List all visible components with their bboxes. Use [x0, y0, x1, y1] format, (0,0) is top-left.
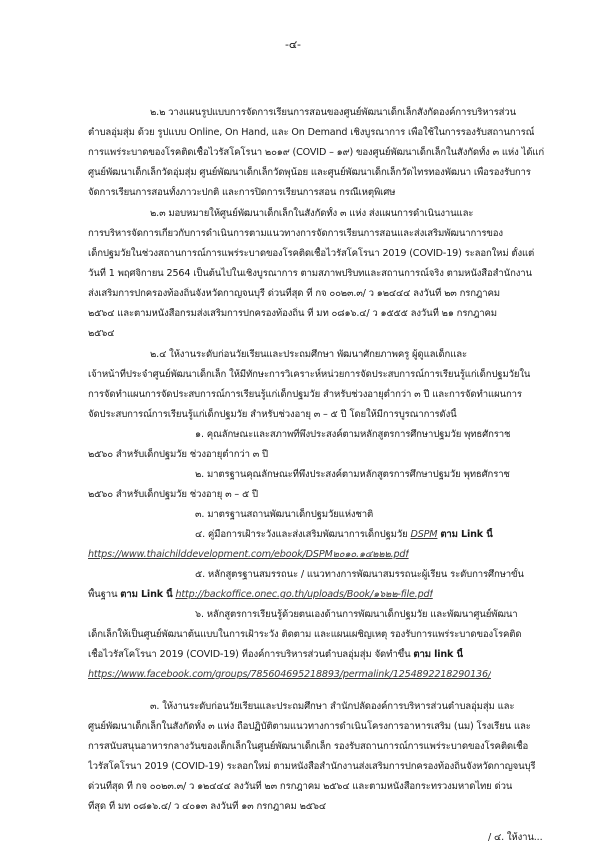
s2-2-line-4: ศูนย์พัฒนาเด็กเล็กวัดอุ่มสุ่ม ศูนย์พัฒนาเด็กเล็กวัดพุน้อย และศูนย์พัฒนาเด็กเล็กวัดไทรทองพัฒนา เพื่อรองรับการ: [88, 167, 531, 178]
s2-3-line-6: ๒๕๖๔ และตามหนังสือกรมส่งเสริมการปกครองท้องถิ่น ที่ มท ๐๘๑๖.๔/ ว ๑๕๕๕ ลงวันที่ ๒๑ กรกฎาคม: [88, 308, 497, 319]
item-5-text: พื้นฐาน: [88, 589, 118, 600]
s2-2-line-1: ๒.๒ วางแผนรูปแบบการจัดการเรียนการสอนของศูนย์พัฒนาเด็กเล็กสังกัดองค์การบริหารส่วน: [150, 107, 517, 118]
s2-3-line-2: การบริหารจัดการเกี่ยวกับการดำเนินการตามแนวทางการจัดการเรียนการสอนและส่งเสริมพัฒนาการของ: [88, 228, 503, 239]
s2-3-line-1: ๒.๓ มอบหมายให้ศูนย์พัฒนาเด็กเล็กในสังกัดทั้ง ๓ แห่ง ส่งแผนการดำเนินงานและ: [150, 208, 474, 219]
item-6-line-2: เด็กเล็กให้เป็นศูนย์พัฒนาต้นแบบในการเฝ้าระวัง ติดตาม และแผนเผชิญเหตุ รองรับการแพร่ระบาดของโรคติด: [88, 629, 522, 640]
item-4-link-label: ตาม Link นี้: [440, 529, 493, 540]
item-2-line-1: ๒. มาตรฐานคุณลักษณะที่พึงประสงค์ตามหลักสูตรการศึกษาปฐมวัย พุทธศักราช: [195, 469, 510, 480]
item-6-link-label: ตาม link นี้: [413, 649, 463, 660]
item-6-line-3: [88, 648, 463, 661]
s3-line-3: การสนับสนุนอาหารกลางวันของเด็กเล็กในศูนย์พัฒนาเด็กเล็ก รองรับสถานการณ์การแพร่ระบาดของโรคติดเชื้อ: [88, 741, 529, 752]
item-6-line-1: ๖. หลักสูตรการเรียนรู้ด้วยตนเองด้านการพัฒนาเด็กปฐมวัย และพัฒนาศูนย์พัฒนา: [195, 609, 518, 620]
item-6-text: เชื้อไวรัสโคโรนา 2019 (COVID-19) ที่องค์การบริหารส่วนตำบลอุ่มสุ่ม จัดทำขึ้น: [88, 649, 411, 660]
s2-2-line-2: ตำบลอุ่มสุ่ม ด้วย รูปแบบ Online, On Hand, และ On Demand เชิงบูรณาการ เพื่อใช้ในการรองรับสถานการณ์: [88, 127, 535, 138]
s3-line-2: ศูนย์พัฒนาเด็กเล็กในสังกัดทั้ง ๓ แห่ง ถือปฏิบัติตามแนวทางการดำเนินโครงการอาหารเสริม (นม) โรงเรียน และ: [88, 721, 531, 732]
item-5-line-1: ๕. หลักสูตรฐานสมรรถนะ / แนวทางการพัฒนาสมรรถนะผู้เรียน ระดับการศึกษาขั้น: [195, 569, 524, 580]
page-number: -๔-: [285, 38, 301, 51]
item-4-text: ๔. คู่มือการเฝ้าระวังและส่งเสริมพัฒนาการเด็กปฐมวัย: [195, 529, 408, 540]
s2-3-line-7: ๒๕๖๔: [88, 328, 115, 339]
s2-2-line-5: จัดการเรียนการสอนทั้งภาวะปกติ และการปิดการเรียนการสอน กรณีเหตุพิเศษ: [88, 187, 396, 198]
s3-line-5: ด่วนที่สุด ที่ กจ ๐๐๒๓.๓/ ว ๑๒๔๔๔ ลงวันที่ ๒๓ กรกฎาคม ๒๕๖๔ และตามหนังสือกระทรวงมหาดไทย ด่วน: [88, 781, 513, 792]
item-5-url-link[interactable]: http://backoffice.onec.go.th/uploads/Book/๑๖๒๒-file.pdf: [175, 589, 433, 600]
s2-3-line-3: เด็กปฐมวัยในช่วงสถานการณ์การแพร่ระบาดของโรคติดเชื้อไวรัสโคโรนา 2019 (COVID-19) ระลอกใหม่ ตั้งแต่: [88, 248, 535, 259]
s2-4-line-2: เจ้าหน้าที่ประจำศูนย์พัฒนาเด็กเล็ก ให้มีทักษะการวิเคราะห์หน่วยการจัดประสบการณ์การเรียนรู้แก่เด็กปฐมวัยใน: [88, 369, 531, 380]
item-4-line: [195, 528, 493, 541]
s2-3-line-5: ส่งเสริมการปกครองท้องถิ่นจังหวัดกาญจนบุรี ด่วนที่สุด ที่ กจ ๐๐๒๓.๓/ ว ๑๒๔๔๔ ลงวันที่ ๒๓ กรกฎาคม: [88, 288, 500, 299]
s2-2-line-3: การแพร่ระบาดของโรคติดเชื้อไวรัสโคโรนา ๒๐๑๙ (COVID – ๑๙) ของศูนย์พัฒนาเด็กเล็กในสังกัดทั้ง ๓ แห่ง ได้แก่: [88, 147, 544, 158]
s2-4-line-4: จัดประสบการณ์การเรียนรู้แก่เด็กปฐมวัย สำหรับช่วงอายุ ๓ – ๕ ปี โดยให้มีการบูรณาการดังนี้: [88, 409, 457, 420]
item-1-line-2: ๒๕๖๐ สำหรับเด็กปฐมวัย ช่วงอายุต่ำกว่า ๓ ปี: [88, 449, 268, 460]
s3-line-1: ๓. ให้งานระดับก่อนวัยเรียนและประถมศึกษา สำนักปลัดองค์การบริหารส่วนตำบลอุ่มสุ่ม และ: [150, 701, 515, 712]
item-4-url-link[interactable]: https://www.thaichilddevelopment.com/ebook/DSPM๒๐๑๐.๑๔๒๒๒.pdf: [88, 549, 409, 560]
s2-3-line-4: วันที่ 1 พฤศจิกายน 2564 เป็นต้นไปในเชิงบูรณาการ ตามสภาพปริบทและสถานการณ์จริง ตามหนังสือสำนักงาน: [88, 268, 532, 279]
item-4-dspm: DSPM: [410, 529, 438, 540]
continuation-note: / ๔. ให้งาน...: [488, 832, 543, 843]
s3-line-6: ที่สุด ที่ มท ๐๘๑๖.๔/ ว ๔๐๑๓ ลงวันที่ ๑๓ กรกฎาคม ๒๕๖๔: [88, 801, 326, 812]
item-1-line-1: ๑. คุณลักษณะและสภาพที่พึงประสงค์ตามหลักสูตรการศึกษาปฐมวัย พุทธศักราช: [195, 429, 511, 440]
s2-4-line-1: ๒.๔ ให้งานระดับก่อนวัยเรียนและประถมศึกษา พัฒนาศักยภาพครู ผู้ดูแลเด็กและ: [150, 349, 467, 360]
item-2-line-2: ๒๕๖๐ สำหรับเด็กปฐมวัย ช่วงอายุ ๓ – ๕ ปี: [88, 489, 258, 500]
s3-line-4: ไวรัสโคโรนา 2019 (COVID-19) ระลอกใหม่ ตามหนังสือสำนักงานส่งเสริมการปกครองท้องถิ่นจังหวัดกาญจนบุรี: [88, 761, 536, 772]
s2-4-line-3: การจัดทำแผนการจัดประสบการณ์การเรียนรู้แก่เด็กปฐมวัย สำหรับช่วงอายุต่ำกว่า ๓ ปี และการจัดทำแผนการ: [88, 389, 522, 400]
item-5-link-label: ตาม Link นี้: [120, 589, 173, 600]
item-5-line-2: [88, 588, 433, 601]
item-3: ๓. มาตรฐานสถานพัฒนาเด็กปฐมวัยแห่งชาติ: [195, 509, 374, 520]
item-6-url-link[interactable]: https://www.facebook.com/groups/785604695218893/permalink/1254892218290136/: [88, 669, 492, 680]
